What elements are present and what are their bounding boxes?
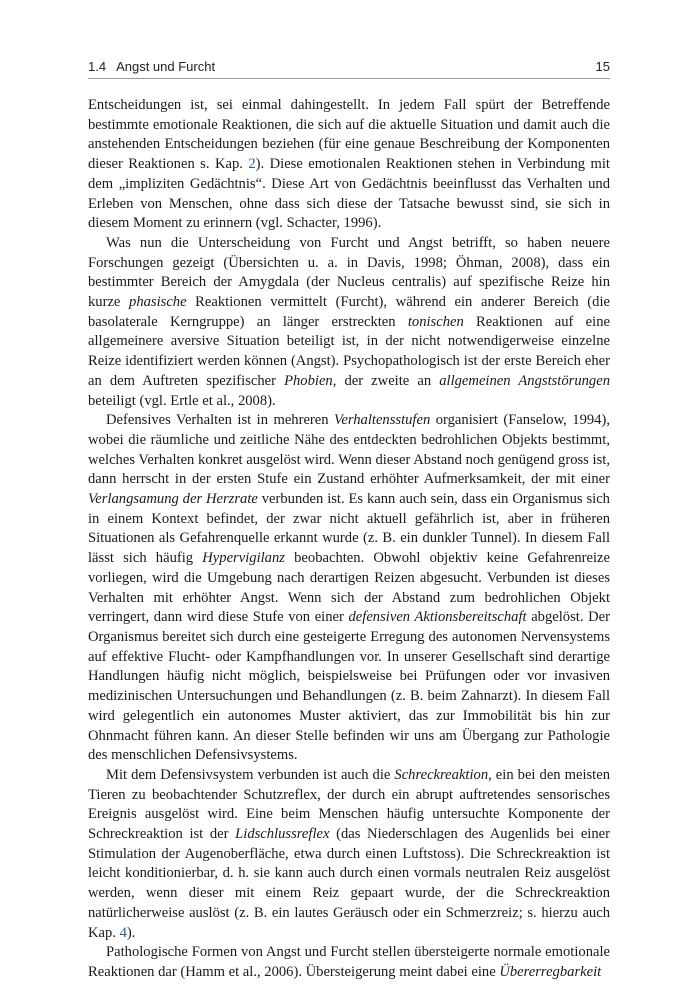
paragraph (88, 411, 610, 766)
text-run: , der zweite an (332, 372, 440, 389)
section-number: 1.4 (88, 59, 107, 74)
text-run: organisiert (Fanselow, 1994), wobei die räumliche und zeitliche Nähe des entdeckten bedrohlichen Objekts bestimmt, welches Verhalten konkret ausgelöst wird. Wenn dieser Abstand noch genügend gross ist, dann herrscht in der ersten Stufe ein Zustand erhöhter Aufmerksamkeit, der mit einer (88, 412, 610, 488)
running-header (88, 52, 610, 79)
emphasis-term: allgemeinen Angststörungen (439, 372, 611, 389)
text-run: Was nun die Unterscheidung von Furcht und Angst betrifft, so haben neuere Forschungen gezeigt (Übersichten u. a. in Davis, 1998; Öhman, 2008), dass ein bestimmter Bereich der Amygdala (der Nucleus centralis) auf spezifische Reize hin kurze (88, 234, 610, 311)
section-title: Angst und Furcht (116, 59, 216, 74)
text-run: Reaktionen auf eine allgemeinere aversive Situation beteiligt ist, in der nicht notwendigerweise einzelne Reize identifiziert werden können (Angst). Psychopathologisch ist der erste Bereich eher an dem Auftreten spezifischer (88, 313, 610, 389)
text-run: Entscheidungen ist, sei einmal dahingestellt. In jedem Fall spürt der Betreffende bestimmte emotionale Reaktionen, die sich auf die aktuelle Situation und damit auch die anstehenden Entscheidungen beziehen (für eine genaue Beschreibung der Komponenten dieser Reaktionen s. Kap. (88, 97, 610, 173)
paragraph (88, 766, 610, 943)
paragraph (88, 234, 610, 411)
text-run: ein bei den meisten Tieren zu beobachtender Schutzreflex, der durch ein abrupt auftretendes sensorisches Ereignis ausgelöst wird. Eine beim Menschen häufig untersuchte Komponente der Schreckreaktion ist der (88, 766, 611, 843)
text-run: beobachten. Obwohl objektiv keine Gefahrenreize vorliegen, wird die Umgebung nach derartigen Reizen abgesucht. Verbunden ist dieses Verhalten mit erhöhter Angst. Wenn sich der Abstand zum bedrohlichen Objekt verringert, dann wird diese Stufe von einer (88, 550, 610, 626)
text-run: Pathologische Formen von Angst und Furcht stellen übersteigerte normale emotionale Reaktionen dar (Hamm et al., 2006). Übersteigerung meint dabei eine (88, 944, 610, 980)
page-number: 15 (595, 59, 610, 74)
body-text (88, 96, 610, 983)
chapter-reference-link[interactable]: 4 (119, 924, 127, 941)
emphasis-term: Verhaltensstufen (334, 412, 431, 429)
paragraph (88, 96, 610, 234)
text-run: Reaktionen vermittelt (Furcht), während ein anderer Bereich (die basolaterale Kerngruppe) an länger erstreckten (88, 294, 610, 330)
paragraph (88, 943, 610, 982)
emphasis-term: tonischen (407, 313, 464, 330)
text-run: Mit dem Defensivsystem verbunden ist auch die (106, 766, 395, 783)
emphasis-term: Übererregbarkeit (499, 963, 602, 980)
text-run: verbunden ist. Es kann auch sein, dass ein Organismus sich in einem Kontext befindet, der zwar nicht aktuell gefährlich ist, aber in früheren Situationen als Gefahrenquelle erkannt wurde (z. B. ein dunkler Tunnel). In diesem Fall lässt sich häufig (88, 491, 610, 567)
text-run: abgelöst. Der Organismus bereitet sich durch eine gesteigerte Erregung des autonomen Nervensystems auf effektive Flucht- oder Kampfhandlungen vor. In unserer Gesellschaft sind derartige Handlungen häufig nicht möglich, beispielsweise bei Prüfungen oder vor invasiven medizinischen Untersuchungen und Behandlungen (z. B. beim Zahnarzt). In diesem Fall wird gelegentlich ein autonomes Muster aktiviert, das zur Immobilität bis hin zur Ohnmacht führen kann. An dieser Stelle befinden wir uns am Übergang zur Pathologie des menschlichen Defensivsystems. (88, 609, 610, 764)
emphasis-term: Verlangsamung der Herzrate (88, 491, 258, 508)
section-heading (88, 59, 215, 74)
text-run: ). (126, 924, 136, 941)
text-run: beteiligt (vgl. Ertle et al., 2008). (88, 392, 276, 409)
emphasis-term: Schreckreaktion, (394, 766, 492, 783)
chapter-reference-link[interactable]: 2 (248, 156, 256, 173)
text-run: (das Niederschlagen des Augenlids bei einer Stimulation der Augenoberfläche, etwa durch einen Luftstoss). Die Schreckreaktion ist leicht konditionierbar, d. h. sie kann auch durch einen vormals neutralen Reiz ausgelöst werden, wenn dieser mit einem Reiz gepaart wurde, der die Schreckreaktion natürlicherweise auslöst (z. B. ein lautes Geräusch oder ein Schmerzreiz; s. hierzu auch Kap. (88, 826, 610, 941)
emphasis-term: Lidschlussreflex (235, 826, 330, 843)
text-run: Defensives Verhalten ist in mehreren (106, 412, 335, 429)
emphasis-term: defensiven Aktionsbereitschaft (348, 609, 527, 626)
text-run: ). Diese emotionalen Reaktionen stehen in Verbindung mit dem „impliziten Gedächtnis“. Diese Art von Gedächtnis beeinflusst das Verhalten und Erleben von Menschen, ohne dass sich diese der Tatsache bewusst sind, sie sich in diesem Moment zu erinnern (vgl. Schacter, 1996). (88, 156, 610, 232)
emphasis-term: Hypervigilanz (202, 550, 285, 567)
emphasis-term: phasische (129, 294, 187, 311)
emphasis-term: Phobien (284, 372, 333, 389)
